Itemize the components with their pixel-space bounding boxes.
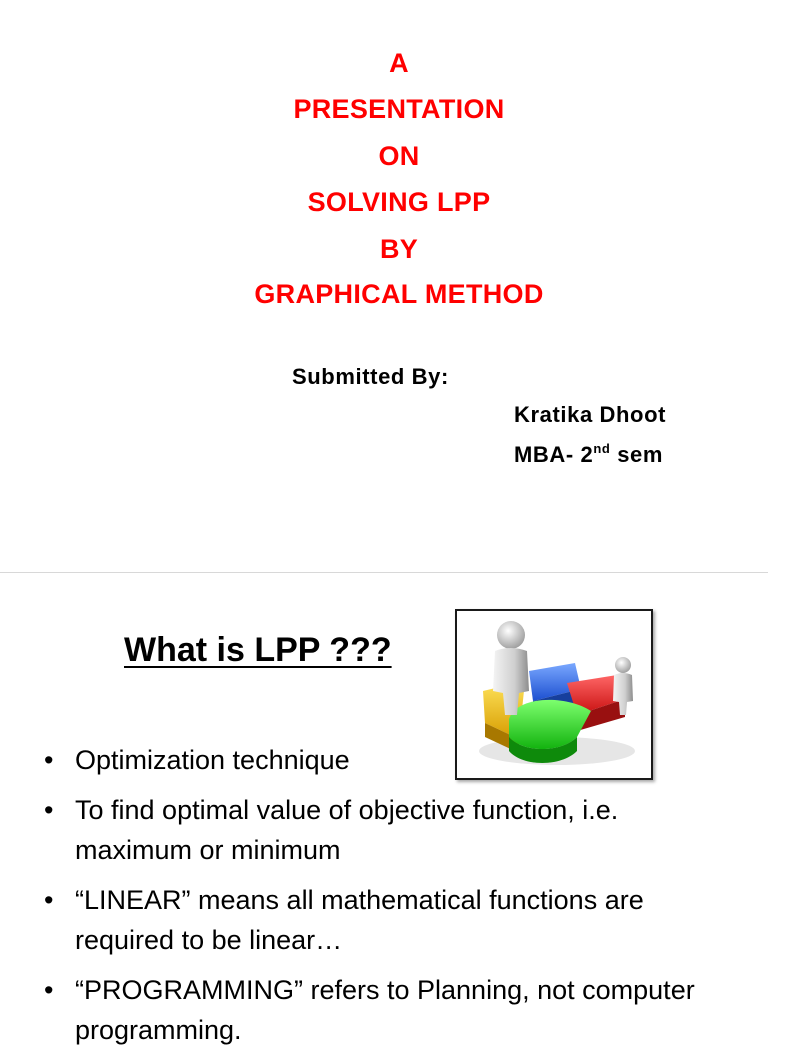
bullet-text: “LINEAR” means all mathematical functions are required to be linear… xyxy=(75,885,644,955)
course-info xyxy=(514,441,663,469)
title-line-6: GRAPHICAL METHOD xyxy=(254,279,544,309)
list-item xyxy=(40,970,740,1050)
list-item xyxy=(40,880,740,960)
course-prefix: MBA- 2 xyxy=(514,442,594,467)
course-superscript: nd xyxy=(593,441,611,456)
title-line-2: PRESENTATION xyxy=(293,94,505,124)
list-item xyxy=(40,740,740,780)
author-name: Kratika Dhoot xyxy=(514,402,667,427)
submitted-by-label: Submitted By: xyxy=(292,364,449,389)
bullet-list xyxy=(40,740,740,1060)
course-suffix: sem xyxy=(610,442,664,467)
title-line-1: A xyxy=(389,48,409,78)
bullet-dot-icon: • xyxy=(44,745,54,775)
slide-what-is-lpp xyxy=(0,586,768,1045)
bullet-dot-icon: • xyxy=(44,795,54,825)
bullet-text: To find optimal value of objective function, i.e. maximum or minimum xyxy=(75,795,619,865)
bullet-text: Optimization technique xyxy=(75,745,350,775)
title-line-4: SOLVING LPP xyxy=(307,187,491,217)
bullet-text: “PROGRAMMING” refers to Planning, not computer programming. xyxy=(75,975,695,1045)
list-item xyxy=(40,790,740,870)
slide-divider xyxy=(0,572,768,573)
bullet-dot-icon: • xyxy=(44,975,54,1005)
title-line-5: BY xyxy=(379,234,419,264)
bullet-dot-icon: • xyxy=(44,885,54,915)
slide-title-heading: What is LPP ??? xyxy=(124,631,392,669)
title-line-3: ON xyxy=(378,141,420,171)
